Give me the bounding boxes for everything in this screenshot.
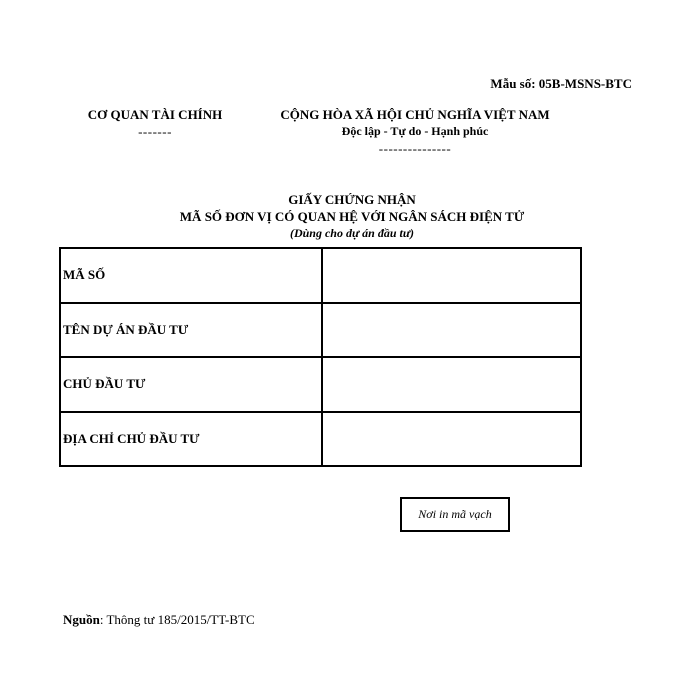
table-row bbox=[60, 303, 581, 358]
table-row bbox=[60, 357, 581, 412]
row-label-investor: CHỦ ĐẦU TƯ bbox=[60, 357, 322, 412]
title-line-2: MÃ SỐ ĐƠN VỊ CÓ QUAN HỆ VỚI NGÂN SÁCH ĐIỆN TỬ bbox=[179, 209, 525, 224]
national-rule: --------------- bbox=[378, 141, 452, 156]
row-label-address: ĐỊA CHỈ CHỦ ĐẦU TƯ bbox=[60, 412, 322, 467]
agency-rule: ------- bbox=[138, 124, 172, 139]
row-value-address[interactable] bbox=[322, 412, 581, 467]
info-table bbox=[59, 247, 582, 467]
national-name: CỘNG HÒA XÃ HỘI CHỦ NGHĨA VIỆT NAM bbox=[280, 107, 550, 122]
source-text: : Thông tư 185/2015/TT-BTC bbox=[99, 612, 255, 627]
row-label-project: TÊN DỰ ÁN ĐẦU TƯ bbox=[60, 303, 322, 358]
row-label-code: MÃ SỐ bbox=[60, 248, 322, 303]
source-note bbox=[63, 612, 255, 628]
national-motto: Độc lập - Tự do - Hạnh phúc bbox=[341, 124, 489, 138]
row-value-code[interactable] bbox=[322, 248, 581, 303]
table-row bbox=[60, 412, 581, 467]
table-row bbox=[60, 248, 581, 303]
document-title bbox=[60, 191, 644, 242]
barcode-placeholder: Nơi in mã vạch bbox=[400, 497, 510, 532]
title-line-3: (Dùng cho dự án đầu tư) bbox=[289, 226, 415, 240]
row-value-project[interactable] bbox=[322, 303, 581, 358]
title-line-1: GIẤY CHỨNG NHẬN bbox=[288, 192, 416, 207]
source-label: Nguồn bbox=[63, 612, 100, 627]
form-code: Mẫu số: 05B-MSNS-BTC bbox=[490, 76, 632, 91]
national-header bbox=[262, 106, 568, 157]
agency-name: CƠ QUAN TÀI CHÍNH bbox=[87, 107, 223, 122]
agency-header bbox=[72, 106, 238, 140]
row-value-investor[interactable] bbox=[322, 357, 581, 412]
